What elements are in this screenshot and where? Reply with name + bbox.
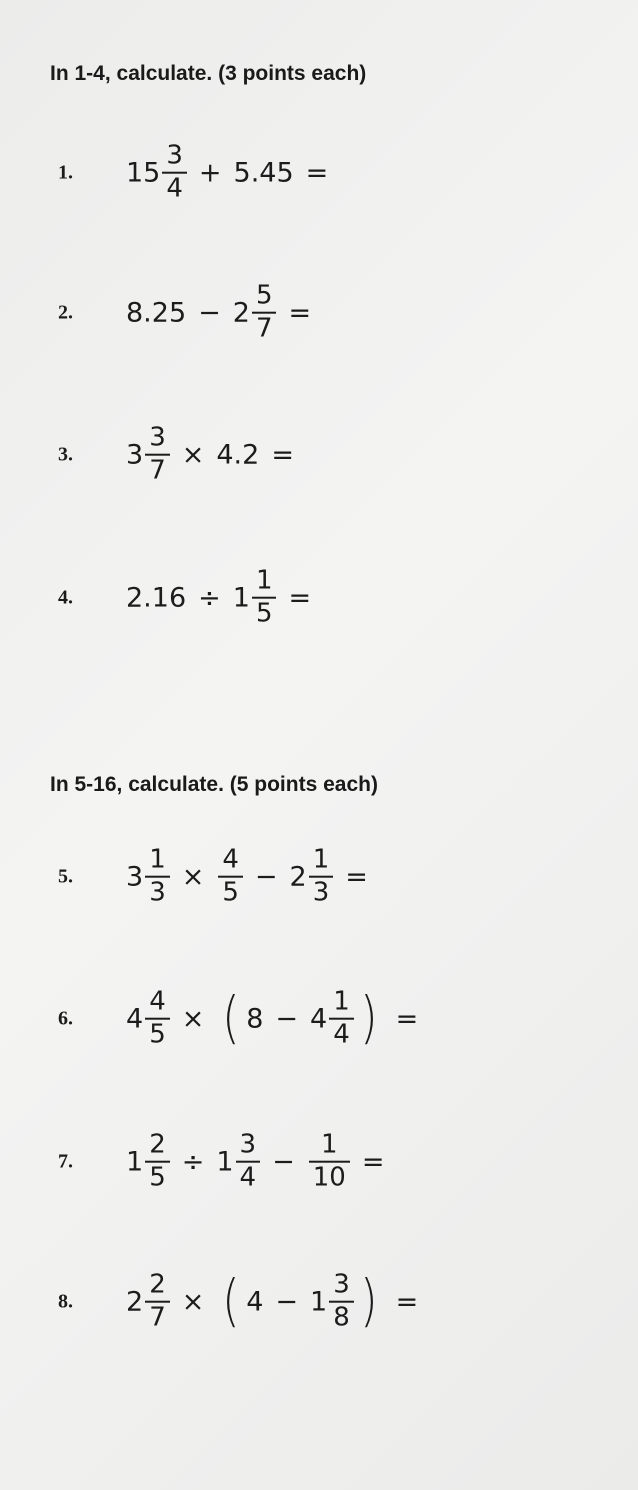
operator: − (272, 1146, 295, 1178)
expression (126, 140, 340, 204)
operator: ÷ (198, 582, 221, 614)
numerator: 1 (149, 844, 166, 875)
operator: − (275, 1286, 299, 1318)
denominator: 7 (149, 1303, 166, 1333)
numerator: 5 (255, 280, 273, 311)
denominator: 5 (255, 599, 273, 629)
denominator: 4 (239, 1163, 257, 1193)
term: 4 (246, 1286, 264, 1318)
problem-number: 3. (58, 443, 73, 466)
numerator: 1 (320, 1129, 338, 1160)
whole-part: 2 (289, 861, 307, 893)
numerator: 3 (333, 1269, 350, 1300)
term: 2.16 (126, 582, 187, 614)
problem-6 (58, 974, 618, 1064)
problem-number: 2. (58, 301, 73, 324)
mixed-number (310, 986, 354, 1050)
fraction (218, 844, 243, 908)
problem-number: 1. (58, 161, 73, 184)
whole-part: 4 (126, 1003, 144, 1035)
denominator: 3 (149, 878, 166, 908)
denominator: 5 (149, 1163, 166, 1193)
whole-part: 1 (310, 1286, 328, 1318)
expression (126, 422, 306, 486)
fraction (145, 422, 170, 486)
problem-number: 8. (58, 1290, 73, 1313)
operator: × (181, 861, 205, 893)
fraction (162, 140, 187, 204)
problem-5 (58, 832, 618, 922)
whole-part: 4 (310, 1003, 328, 1035)
fraction (145, 1269, 170, 1333)
expression (126, 280, 323, 344)
mixed-number (126, 844, 170, 908)
equals-sign: = (395, 1286, 419, 1318)
whole-part: 3 (126, 439, 144, 471)
numerator: 2 (149, 1129, 166, 1160)
right-paren: ) (359, 1269, 378, 1334)
numerator: 2 (149, 1269, 166, 1300)
whole-part: 3 (126, 861, 144, 893)
problem-1 (58, 128, 618, 218)
fraction (145, 986, 170, 1050)
right-paren: ) (359, 986, 378, 1051)
mixed-number (126, 1129, 170, 1193)
operator: − (254, 861, 278, 893)
problem-4 (58, 553, 618, 643)
mixed-number (289, 844, 334, 908)
numerator: 4 (222, 844, 239, 875)
numerator: 3 (166, 140, 183, 171)
whole-part: 15 (126, 157, 161, 189)
whole-part: 1 (216, 1146, 234, 1178)
whole-part: 2 (126, 1286, 144, 1318)
denominator: 3 (312, 878, 330, 908)
equals-sign: = (305, 157, 329, 189)
problem-3 (58, 410, 618, 500)
fraction (252, 565, 277, 629)
fraction (145, 1129, 170, 1193)
expression (126, 565, 323, 629)
denominator: 7 (149, 456, 166, 486)
mixed-number (310, 1269, 354, 1333)
operator: × (181, 1003, 205, 1035)
equals-sign: = (345, 861, 368, 893)
equals-sign: = (271, 439, 294, 471)
problem-number: 5. (58, 865, 73, 888)
mixed-number (126, 1269, 170, 1333)
problem-number: 6. (58, 1007, 73, 1030)
problem-number: 7. (58, 1150, 73, 1173)
problem-7 (58, 1117, 618, 1207)
whole-part: 1 (126, 1146, 144, 1178)
section-heading-2: In 5-16, calculate. (5 points each) (50, 773, 378, 796)
left-paren: ( (222, 986, 241, 1051)
mixed-number (126, 986, 170, 1050)
problem-8 (58, 1257, 618, 1347)
denominator: 4 (166, 174, 183, 204)
operator: × (181, 439, 205, 471)
operator: − (275, 1003, 299, 1035)
equals-sign: = (288, 297, 312, 329)
denominator: 8 (333, 1303, 350, 1333)
operator: × (181, 1286, 205, 1318)
equals-sign: = (288, 582, 312, 614)
mixed-number (232, 280, 277, 344)
fraction (145, 844, 170, 908)
expression (126, 1269, 430, 1334)
numerator: 1 (333, 986, 350, 1017)
fraction (329, 986, 354, 1050)
numerator: 1 (255, 565, 273, 596)
fraction (329, 1269, 354, 1333)
expression (126, 1129, 396, 1193)
fraction (309, 844, 334, 908)
mixed-number (216, 1129, 260, 1193)
expression (126, 986, 430, 1051)
numerator: 3 (239, 1129, 257, 1160)
mixed-number (126, 422, 170, 486)
whole-part: 2 (232, 297, 250, 329)
term: 8 (246, 1003, 264, 1035)
equals-sign: = (395, 1003, 419, 1035)
equals-sign: = (361, 1146, 385, 1178)
numerator: 3 (149, 422, 166, 453)
numerator: 4 (149, 986, 166, 1017)
denominator: 5 (222, 878, 239, 908)
mixed-number (232, 565, 277, 629)
numerator: 1 (312, 844, 330, 875)
whole-part: 1 (232, 582, 250, 614)
operator: + (198, 157, 222, 189)
fraction (236, 1129, 261, 1193)
operator: − (198, 297, 221, 329)
section-heading-1: In 1-4, calculate. (3 points each) (50, 62, 367, 85)
mixed-number (126, 140, 187, 204)
denominator: 7 (255, 314, 273, 344)
term: 5.45 (233, 157, 294, 189)
denominator: 5 (149, 1020, 166, 1050)
expression (126, 844, 380, 908)
problem-number: 4. (58, 586, 73, 609)
left-paren: ( (222, 1269, 241, 1334)
operator: ÷ (181, 1146, 205, 1178)
fraction (309, 1129, 350, 1193)
problem-2 (58, 268, 618, 358)
denominator: 4 (333, 1020, 350, 1050)
term: 8.25 (126, 297, 187, 329)
fraction (252, 280, 277, 344)
denominator: 10 (312, 1163, 346, 1193)
term: 4.2 (216, 439, 260, 471)
